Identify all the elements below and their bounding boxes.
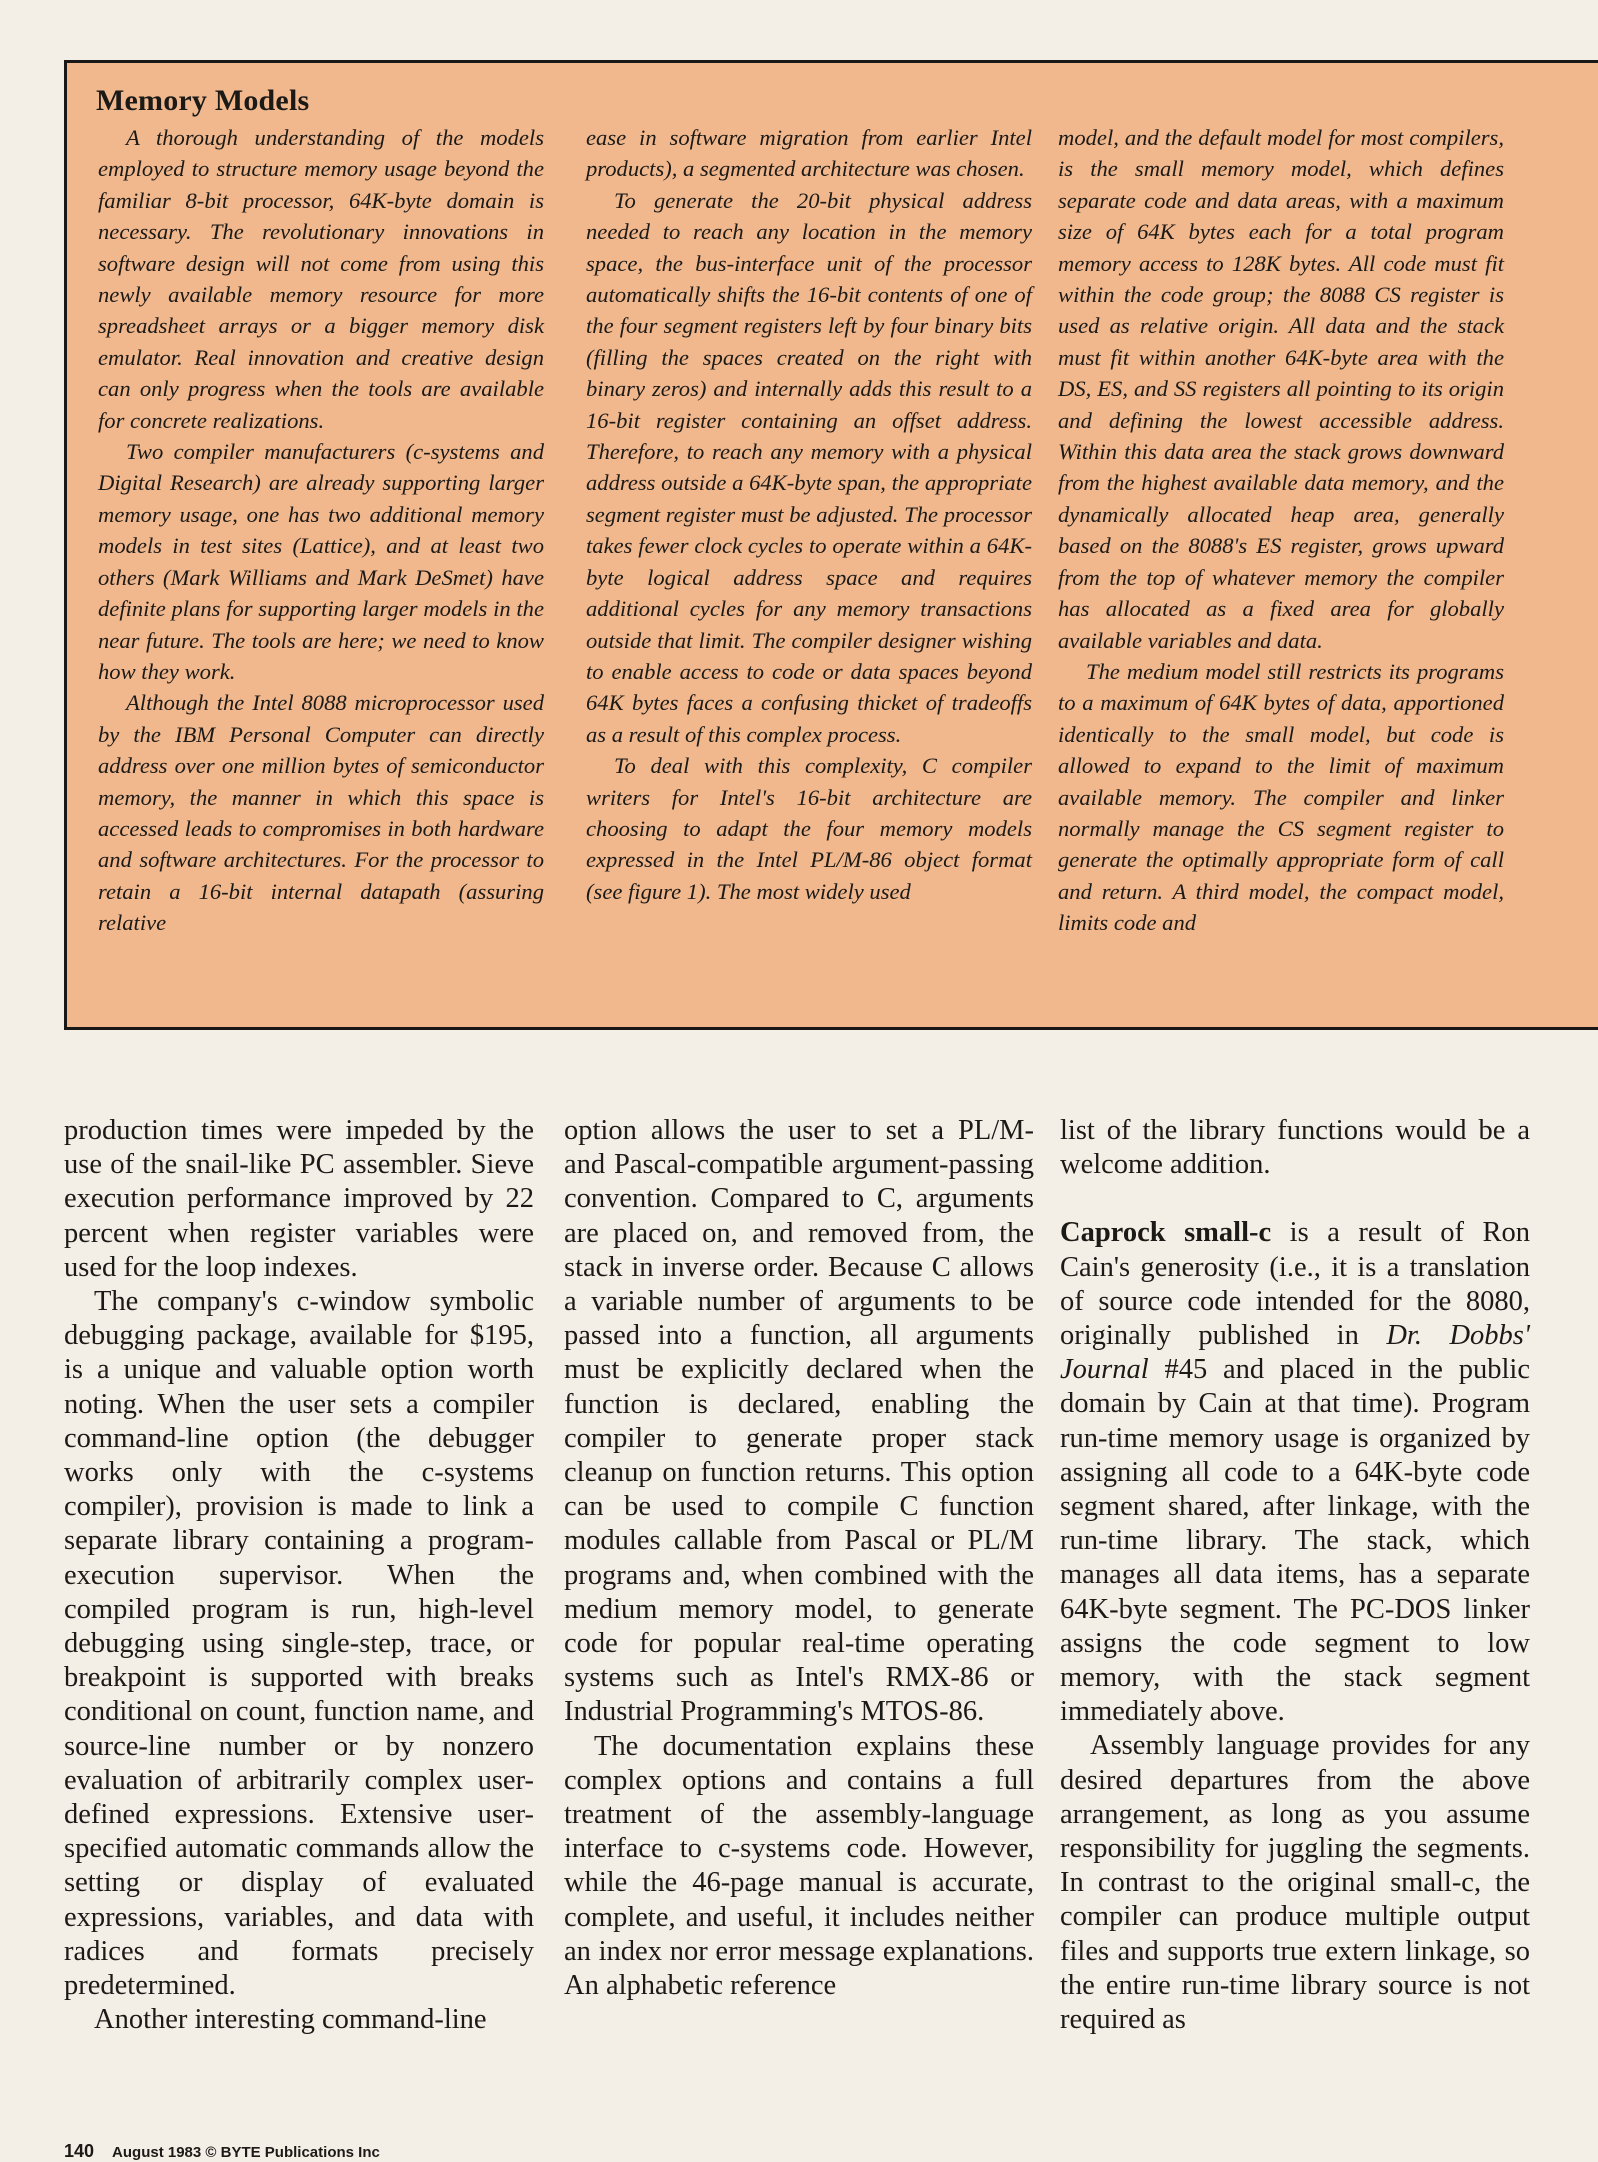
article-paragraph: The company's c-window symbolic debugging package, available for $195, is a unique and valuable option worth noting. When the user sets a compiler command-line option (the debugger works only with the c-systems compiler), provision is made to link a separate library containing a program-execution supervisor. When the compiled program is run, high-level debugging using single-step, trace, or breakpoint is supported with breaks conditional on count, function name, and source-line number or by nonzero evaluation of arbitrarily complex user-defined expressions. Extensive user-specified automatic commands allow the setting or display of evaluated expressions, variables, and data with radices and formats precisely predetermined.	[64, 1286, 534, 2002]
sidebar-paragraph: Although the Intel 8088 microprocessor used by the IBM Personal Computer can directly address over one million bytes of semiconductor memory, the manner in which this space is accessed leads to compromises in both hardware and software architectures. For the processor to retain a 16-bit internal datapath (assuring relative	[98, 690, 544, 936]
article-paragraph: Another interesting command-line	[94, 2004, 487, 2036]
sidebar-column-1	[98, 122, 544, 939]
sidebar-column-3	[1058, 122, 1504, 939]
article-column-3	[1060, 1114, 1530, 2037]
caprock-text-b: #45 and placed in the public domain by Cain at that time). Program run-time memory usage is organized by assigning all code to a 64K-byte code segment shared, after linkage, with the run-time library. The stack, which manages all data items, has a separate 64K-byte segment. The PC-DOS linker assigns the code segment to low memory, with the stack segment immediately above.	[1060, 1354, 1530, 1728]
sidebar-column-2	[586, 122, 1032, 907]
article-column-2	[564, 1114, 1034, 2003]
page-number: 140	[64, 2141, 95, 2161]
sidebar-paragraph: To generate the 20-bit physical address needed to reach any location in the memory space, the bus-interface unit of the processor automatically shifts the 16-bit contents of one of the four segment registers left by four binary bits (filling the spaces created on the right with binary zeros) and internally adds this result to a 16-bit register containing an offset address. Therefore, to reach any memory with a physical address outside a 64K-byte span, the appropriate segment register must be adjusted. The processor takes fewer clock cycles to operate within a 64K-byte logical address space and requires additional cycles for any memory transactions outside that limit. The compiler designer wishing to enable access to code or data spaces beyond 64K bytes faces a confusing thicket of tradeoffs as a result of this complex process.	[586, 187, 1032, 747]
sidebar-paragraph: To deal with this complexity, C compiler writers for Intel's 16-bit architecture are choosing to adapt the four memory models expressed in the Intel PL/M-86 object format (see figure 1). The most widely used	[586, 753, 1032, 904]
sidebar-paragraph: The medium model still restricts its programs to a maximum of 64K bytes of data, apportioned identically to the small model, but code is allowed to expand to the limit of maximum available memory. The compiler and linker normally manage the CS segment register to generate the optimally appropriate form of call and return. A third model, the compact model, limits code and	[1058, 658, 1504, 936]
caprock-heading: Caprock small-c	[1060, 1217, 1272, 1249]
article-paragraph: list of the library functions would be a welcome addition.	[1060, 1115, 1530, 1181]
article-column-1	[64, 1114, 534, 2037]
article-paragraph: The documentation explains these complex options and contains a full treatment of the assembly-language interface to c-systems code. However, while the 46-page manual is accurate, complete, and useful, it includes neither an index nor error message explanations. An alphabetic reference	[564, 1730, 1034, 2002]
journal-title: Dr. Dobbs' Journal	[1060, 1320, 1530, 1386]
caprock-paragraph	[1060, 1216, 1530, 1729]
sidebar-paragraph: Two compiler manufacturers (c-systems and Digital Research) are already supporting larger memory usage, one has two additional memory models in test sites (Lattice), and at least two others (Mark Williams and Mark DeSmet) have definite plans for supporting larger models in the near future. The tools are here; we need to know how they work.	[98, 439, 544, 684]
article-paragraph: Assembly language provides for any desired departures from the above arrangement, as long as you assume responsibility for juggling the segments. In contrast to the original small-c, the compiler can produce multiple output files and supports true extern linkage, so the entire run-time library source is not required as	[1060, 1730, 1530, 2036]
article-paragraph: option allows the user to set a PL/M- and Pascal-compatible argument-passing convention. Compared to C, arguments are placed on, and removed from, the stack in inverse order. Because C allows a variable number of arguments to be passed into a function, all arguments must be explicitly declared when the function is declared, enabling the compiler to generate proper stack cleanup on function returns. This option can be used to compile C function modules callable from Pascal or PL/M programs and, when combined with the medium memory model, to generate code for popular real-time operating systems such as Intel's RMX-86 or Industrial Programming's MTOS-86.	[564, 1115, 1034, 1728]
page-footer	[64, 2142, 380, 2162]
caprock-text-a: is a result of Ron Cain's generosity (i.e., it is a translation of source code intended for the 8080, originally published in	[1060, 1217, 1530, 1352]
sidebar-paragraph: ease in software migration from earlier Intel products), a segmented architecture was chosen.	[586, 125, 1032, 182]
sidebar-paragraph: model, and the default model for most compilers, is the small memory model, which defines separate code and data areas, with a maximum size of 64K bytes each for a total program memory access to 128K bytes. All code must fit within the code group; the 8088 CS register is used as relative origin. All data and the stack must fit within another 64K-byte area with the DS, ES, and SS registers all pointing to its origin and defining the lowest accessible address. Within this data area the stack grows downward from the highest available data memory, and the dynamically allocated heap area, generally based on the 8088's ES register, grows upward from the top of whatever memory the compiler has allocated as a fixed area for globally available variables and data.	[1058, 125, 1504, 653]
sidebar-paragraph: A thorough understanding of the models employed to structure memory usage beyond the familiar 8-bit processor, 64K-byte domain is necessary. The revolutionary innovations in software design will not come from using this newly available memory resource for more spreadsheet arrays or a bigger memory disk emulator. Real innovation and creative design can only progress when the tools are available for concrete realizations.	[98, 125, 544, 433]
sidebar-title: Memory Models	[96, 84, 310, 117]
article-paragraph: production times were impeded by the use of the snail-like PC assembler. Sieve execution performance improved by 22 percent when register variables were used for the loop indexes.	[64, 1115, 534, 1283]
publication-credit: August 1983 © BYTE Publications Inc	[112, 2144, 380, 2161]
